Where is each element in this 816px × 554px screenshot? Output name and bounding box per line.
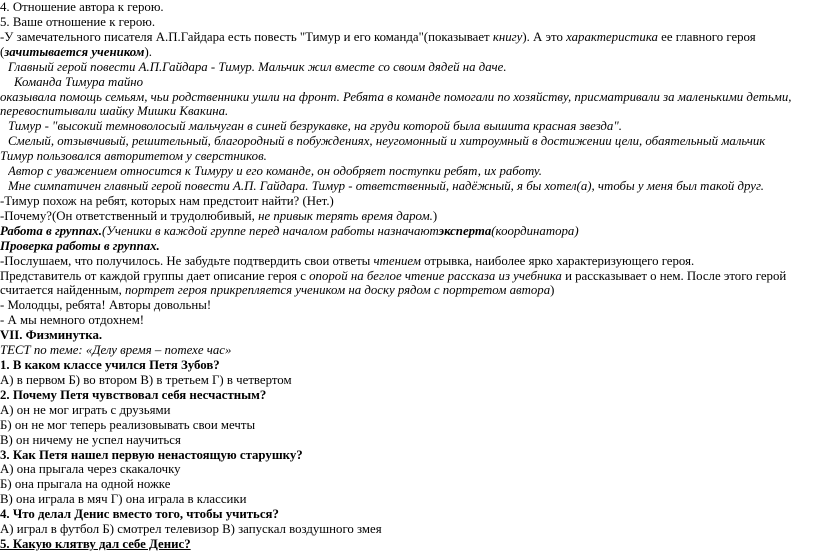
text-line: - А мы немного отдохнем!: [0, 313, 145, 328]
test-answer: В) она играла в мяч Г) она играла в классики: [0, 492, 247, 507]
text-line: [0, 224, 816, 239]
text-run: -Послушаем, что получилось. Не забудьте подтвердить свои ответы: [0, 253, 374, 268]
text-line: [0, 209, 816, 224]
text-line: [0, 45, 816, 60]
text-line: Команда Тимура тайно: [14, 74, 144, 89]
text-run: ее главного героя: [657, 29, 756, 44]
test-answer: А) в первом Б) во втором В) в третьем Г) в четвертом: [0, 372, 292, 387]
text-run: книгу: [492, 29, 523, 44]
test-question: 3. Как Петя нашел первую ненастоящую старушку?: [0, 447, 303, 462]
section-heading: Проверка работы в группах.: [0, 238, 160, 253]
test-title: ТЕСТ по теме: «Делу время – потехе час»: [0, 343, 232, 358]
test-answer: А) она прыгала через скакалочку: [0, 462, 181, 477]
test-question: 1. В каком классе учился Петя Зубов?: [0, 358, 220, 373]
test-answer: Б) он не мог теперь реализовывать свои мечты: [0, 417, 256, 432]
text-run: -У замечательного писателя А.П.Гайдара есть повесть "Тимур и его команда"(показывает: [0, 29, 493, 44]
text-line: [0, 30, 816, 45]
text-run: (Ученики в каждой группе перед началом работы назначают: [101, 223, 439, 238]
test-question: 5. Какую клятву дал себе Денис?: [0, 537, 191, 552]
text-run: чтением: [373, 253, 421, 268]
text-run: не привык терять время даром.: [258, 208, 433, 223]
test-answer: А) он не мог играть с друзьями: [0, 402, 171, 417]
text-run: ): [550, 283, 555, 298]
text-run: (координатора): [491, 223, 579, 238]
text-run: считается найденным,: [0, 283, 125, 298]
text-run: ).: [144, 44, 152, 59]
text-line: [0, 269, 816, 284]
text-run: -Почему?(Он ответственный и трудолюбивый,: [0, 208, 259, 223]
text-run: опорой на беглое чтение рассказа из учебника: [309, 268, 562, 283]
text-run: ): [432, 208, 438, 223]
text-run: ). А это: [522, 29, 567, 44]
text-line: Главный герой повести А.П.Гайдара - Тимур. Мальчик жил вместе со своим дядей на даче.: [8, 59, 507, 74]
text-line: перевоспитывали шайку Мишки Квакина.: [0, 104, 229, 119]
text-line: -Тимур похож на ребят, которых нам предстоит найти? (Нет.): [0, 193, 334, 208]
test-answer: А) играл в футбол Б) смотрел телевизор В) запускал воздушного змея: [0, 522, 382, 537]
text-line: 5. Ваше отношение к герою.: [0, 14, 156, 29]
text-run: Представитель от каждой группы дает описание героя с: [0, 268, 310, 283]
test-answer: Б) она прыгала на одной ножке: [0, 477, 171, 492]
test-question: 4. Что делал Денис вместо того, чтобы учиться?: [0, 507, 279, 522]
test-question: 2. Почему Петя чувствовал себя несчастным?: [0, 387, 267, 402]
text-run: и рассказывает о нем. После этого герой: [561, 268, 787, 283]
text-run: (: [0, 44, 5, 59]
text-line: Автор с уважением относится к Тимуру и его команде, он одобряет поступки ребят, их работу.: [8, 164, 543, 179]
text-line: Тимур - "высокий темноволосый мальчуган в синей безрукавке, на груди которой была вышита красная звезда".: [8, 119, 622, 134]
section-heading: Работа в группах.: [0, 223, 102, 238]
text-line: оказывала помощь семьям, чьи родственники ушли на фронт. Ребята в команде помогали по хозяйству, присматривали за маленькими детьми,: [0, 89, 792, 104]
text-line: Тимур пользовался авторитетом у сверстников.: [0, 149, 267, 164]
text-line: Смелый, отзывчивый, решительный, благородный в побуждениях, неугомонный и хитроумный в достижении цели, обаятельный мальчик: [8, 134, 766, 149]
text-run: портрет героя прикрепляется учеником на доску рядом с портретом автора: [125, 283, 551, 298]
section-heading: VII. Физминутка.: [0, 328, 103, 343]
text-line: - Молодцы, ребята! Авторы довольны!: [0, 298, 212, 313]
text-run: эксперта: [438, 223, 492, 238]
text-line: [0, 254, 816, 269]
text-line: [0, 283, 816, 298]
text-run: зачитывается учеником: [4, 44, 145, 59]
text-line: 4. Отношение автора к герою.: [0, 0, 164, 14]
text-run: характеристика: [566, 29, 658, 44]
text-run: отрывка, наиболее ярко характеризующего героя.: [420, 253, 695, 268]
test-answer: В) он ничему не успел научиться: [0, 432, 181, 447]
text-line: Мне симпатичен главный герой повести А.П. Гайдара. Тимур - ответственный, надёжный, я бы хотел(а), чтобы у меня был такой друг.: [8, 179, 765, 194]
